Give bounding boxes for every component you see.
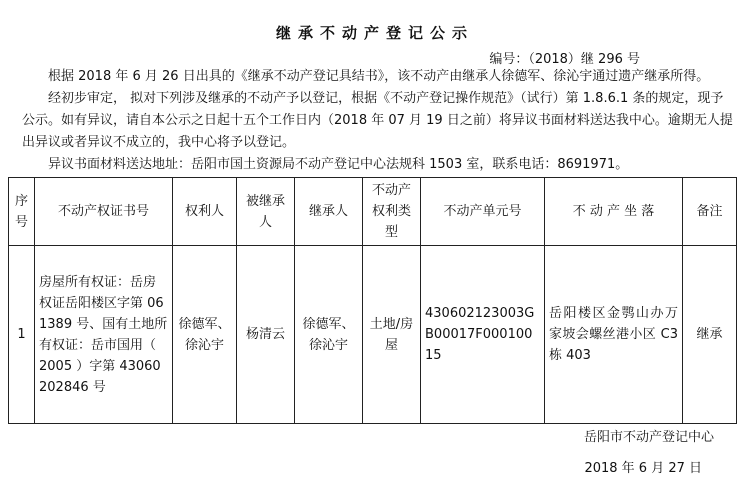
cell-unit-no: 430602123003GB00017F00010015 — [421, 246, 545, 424]
cell-heir: 徐德军、徐沁宇 — [295, 246, 363, 424]
paragraph-inheritance-basis: 根据 2018 年 6 月 26 日出具的《继承不动产登记具结书》，该不动产由继承人徐德军、徐沁宇通过遗产继承所得。 — [48, 69, 710, 84]
paragraph-objection-address: 异议书面材料送达地址：岳阳市国土资源局不动产登记中心法规科 1503 室，联系电话：8691971。 — [48, 157, 629, 172]
issue-date: 2018 年 6 月 27 日 — [584, 461, 702, 476]
cell-cert-no: 房屋所有权证：岳房权证岳阳楼区字第 061389 号、国有土地所有权证：岳市国用（ 2005 ）字第 43060202846 号 — [35, 246, 173, 424]
table-header-row — [9, 178, 737, 246]
cell-decedent: 杨清云 — [237, 246, 295, 424]
header-right-holder: 权利人 — [173, 178, 237, 246]
header-decedent: 被继承人 — [237, 178, 295, 246]
issuer-name: 岳阳市不动产登记中心 — [583, 430, 714, 445]
header-heir: 继承人 — [295, 178, 363, 246]
document-number: 编号：（2018）继 296 号 — [489, 52, 640, 67]
header-unit-no: 不动产单元号 — [421, 178, 545, 246]
paragraph-review-notice: 经初步审定， 拟对下列涉及继承的不动产予以登记，根据《不动产登记操作规范》（试行）第 1.8.6.1 条的规定，现予公示。如有异议，请自本公示之日起十五个工作日内（2018 年 07 月 19 日之前）将异议书面材料送达我中心。逾期无人提出异议或者异议不成立的，我中心将予以登记。 — [22, 91, 733, 150]
cell-right-holder: 徐德军、徐沁宇 — [173, 246, 237, 424]
table-row — [9, 246, 737, 424]
document-title: 继承不动产登记公示 — [275, 24, 474, 42]
cell-seq: 1 — [9, 246, 35, 424]
cell-remark: 继承 — [683, 246, 737, 424]
header-location: 不 动 产 坐 落 — [545, 178, 683, 246]
header-cert-no: 不动产权证书号 — [35, 178, 173, 246]
cell-location: 岳阳楼区金鹗山办万家坡会螺丝港小区 C3 栋 403 — [545, 246, 683, 424]
property-table — [8, 177, 737, 424]
header-right-type: 不动产权利类型 — [363, 178, 421, 246]
cell-right-type: 土地/房屋 — [363, 246, 421, 424]
header-seq: 序号 — [9, 178, 35, 246]
header-remark: 备注 — [683, 178, 737, 246]
